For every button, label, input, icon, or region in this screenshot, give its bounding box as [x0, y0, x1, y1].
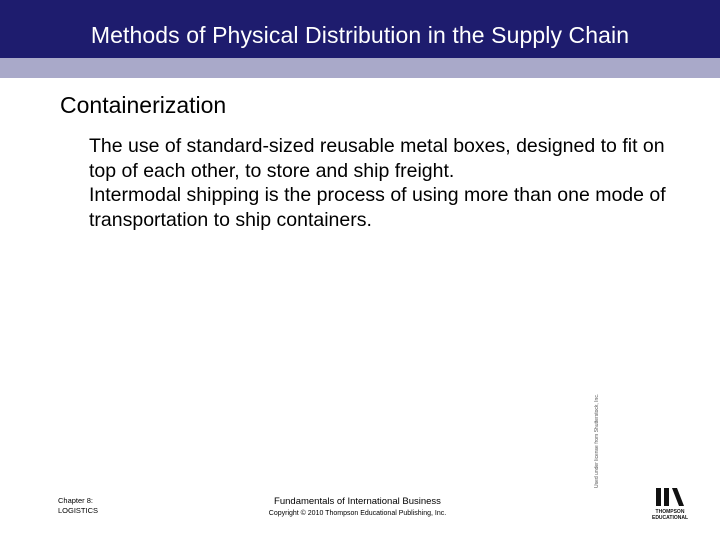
- paragraph-intermodal: Intermodal shipping is the process of using more than one mode of transportation to ship containers.: [89, 184, 666, 231]
- image-credit: Used under license from Shutterstock, Inc.: [594, 393, 600, 488]
- footer-center: [200, 495, 515, 519]
- publisher-logo-icon: [650, 487, 690, 507]
- footer-chapter-name: LOGISTICS: [58, 506, 99, 515]
- publisher-logo-text: [645, 509, 695, 521]
- body-text: [89, 134, 679, 232]
- slide-title: Methods of Physical Distribution in the Supply Chain: [90, 22, 630, 48]
- logo-text-line1: THOMPSON: [655, 509, 685, 515]
- footer-book-title: Fundamentals of International Business: [274, 496, 441, 507]
- section-heading: Containerization: [60, 92, 227, 118]
- footer-chapter: [58, 496, 98, 516]
- footer-copyright: Copyright © 2010 Thompson Educational Publishing, Inc.: [268, 510, 447, 517]
- header-stripe: [0, 58, 720, 78]
- footer-chapter-number: Chapter 8:: [58, 496, 94, 505]
- paragraph-definition: The use of standard-sized reusable metal boxes, designed to fit on top of each other, to store and ship freight.: [89, 135, 665, 182]
- publisher-logo: [645, 487, 695, 527]
- logo-text-line2: EDUCATIONAL: [651, 515, 688, 521]
